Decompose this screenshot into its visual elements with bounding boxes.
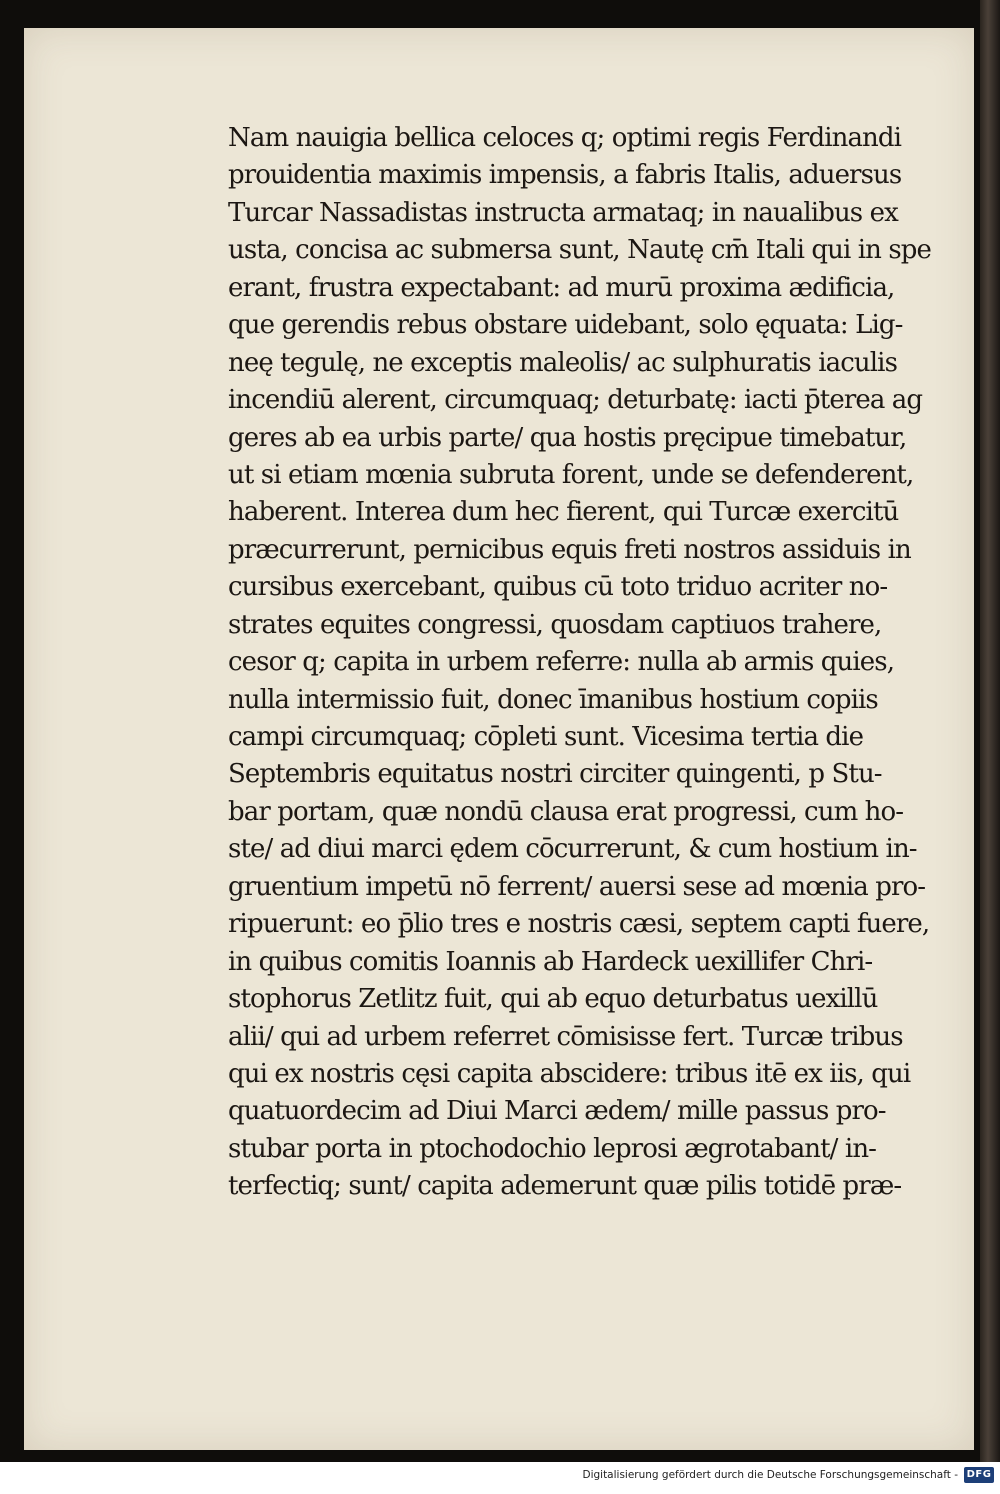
text-line: quatuordecim ad Diui Marci ædem/ mille passus pro-: [228, 1096, 886, 1127]
footer-bar: [0, 1462, 1000, 1494]
text-line: ste/ ad diui marci ędem cōcurrerunt, & cum hostium in-: [228, 834, 917, 865]
text-line: cesor q; capita in urbem referre: nulla ab armis quies,: [228, 647, 895, 678]
text-line: in quibus comitis Ioannis ab Hardeck uexillifer Chri-: [228, 946, 873, 977]
text-line: Septembris equitatus nostri circiter quingenti, p Stu-: [228, 759, 882, 790]
text-line: que gerendis rebus obstare uidebant, solo ęquata: Lig-: [228, 310, 903, 341]
page-text-block: [228, 120, 948, 1206]
text-line: Nam nauigia bellica celoces q; optimi regis Ferdinandi: [228, 123, 902, 153]
text-line: neę tegulę, ne exceptis maleolis/ ac sulphuratis iaculis: [228, 347, 898, 378]
dfg-logo: [964, 1467, 994, 1483]
text-line: præcurrerunt, pernicibus equis freti nostros assiduis in: [228, 534, 911, 565]
text-line: stubar porta in ptochodochio leprosi ægrotabant/ in-: [228, 1133, 877, 1164]
text-line: qui ex nostris cęsi capita abscidere: tribus itē ex iis, qui: [228, 1058, 911, 1089]
text-line: bar portam, quæ nondū clausa erat progressi, cum ho-: [228, 796, 904, 827]
text-line: campi circumquaq; cōpleti sunt. Vicesima tertia die: [228, 722, 864, 752]
text-line: gruentium impetū nō ferrent/ auersi sese ad mœnia pro-: [228, 871, 926, 902]
book-binding-edge: [980, 0, 1000, 1462]
book-page: [24, 28, 974, 1450]
text-line: usta, concisa ac submersa sunt, Nautę cm̄ Itali qui in spe: [228, 235, 932, 266]
dfg-logo-text: DFG: [966, 1469, 992, 1480]
text-line: alii/ qui ad urbem referret cōmisisse fert. Turcæ tribus: [228, 1021, 903, 1052]
footer-credit: Digitalisierung gefördert durch die Deutsche Forschungsgemeinschaft -: [582, 1469, 958, 1481]
text-line: nulla intermissio fuit, donec īmanibus hostium copiis: [228, 684, 878, 715]
text-line: prouidentia maximis impensis, a fabris Italis, aduersus: [228, 160, 902, 191]
text-line: strates equites congressi, quosdam captiuos trahere,: [228, 609, 882, 640]
text-line: haberent. Interea dum hec fierent, qui Turcæ exercitū: [228, 497, 899, 528]
text-line: ripuerunt: eo p̄lio tres e nostris cæsi, septem capti fuere,: [228, 909, 930, 940]
text-line: erant, frustra expectabant: ad murū proxima ædificia,: [228, 272, 895, 303]
text-line: incendiū alerent, circumquaq; deturbatę: iacti p̄terea ag: [228, 385, 923, 416]
text-line: stophorus Zetlitz fuit, qui ab equo deturbatus uexillū: [228, 984, 878, 1015]
text-line: terfectiq; sunt/ capita ademerunt quæ pilis totidē præ-: [228, 1171, 902, 1202]
text-line: Turcar Nassadistas instructa armataq; in naualibus ex: [228, 197, 898, 228]
text-line: geres ab ea urbis parte/ qua hostis pręcipue timebatur,: [228, 422, 907, 453]
text-line: ut si etiam mœnia subruta forent, unde se defenderent,: [228, 459, 914, 490]
text-line: cursibus exercebant, quibus cū toto triduo acriter no-: [228, 572, 888, 603]
